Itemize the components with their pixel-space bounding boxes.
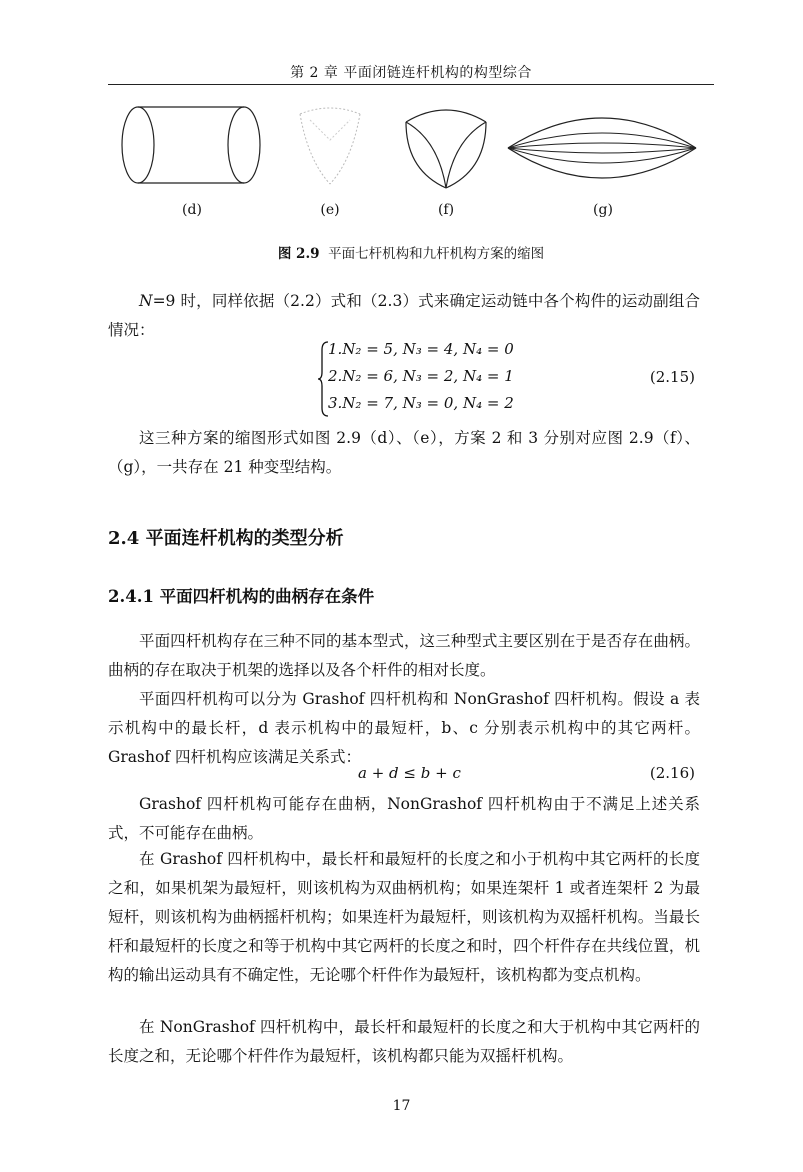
caption-text: 平面七杆机构和九杆机构方案的缩图: [328, 246, 545, 262]
var-n: N: [139, 292, 153, 310]
equation-line-1: 1.N₂ = 5, N₃ = 4, N₄ = 0: [328, 340, 514, 358]
paragraph-n9-text: =9 时，同样依据（2.2）式和（2.3）式来确定运动链中各个构件的运动副组合情况：: [108, 292, 700, 339]
subfigure-label-e: (e): [320, 202, 340, 218]
diagram-e: [290, 100, 370, 195]
page-number: 17: [392, 1098, 411, 1114]
equation-line-3: 3.N₂ = 7, N₃ = 0, N₄ = 2: [328, 394, 514, 412]
section-heading: 2.4 平面连杆机构的类型分析: [108, 528, 344, 549]
equation-line-2: 2.N₂ = 6, N₃ = 2, N₄ = 1: [328, 367, 514, 385]
figure-caption: [108, 242, 714, 262]
running-header: 第 2 章 平面闭链连杆机构的构型综合: [290, 65, 532, 81]
subfigure-label-f: (f): [437, 202, 455, 218]
caption-label: 图 2.9: [277, 246, 320, 262]
paragraph-basic-types: 平面四杆机构存在三种不同的基本型式，这三种型式主要区别在于是否存在曲柄。曲柄的存在取决于机架的选择以及各个杆件的相对长度。: [108, 632, 700, 679]
subsection-heading: 2.4.1 平面四杆机构的曲柄存在条件: [108, 587, 375, 606]
equation-2-16: a + d ≤ b + c: [358, 764, 461, 782]
subfigure-label-g: (g): [593, 202, 613, 218]
equation-number-2-15: (2.15): [649, 368, 695, 386]
diagram-g: [504, 100, 700, 195]
paragraph-nongrashof: 在 NonGrashof 四杆机构中，最长杆和最短杆的长度之和大于机构中其它两杆的长度之和，无论哪个杆件作为最短杆，该机构都只能为双摇杆机构。: [108, 1018, 700, 1065]
subfigure-label-d: (d): [182, 202, 202, 218]
header-rule: [108, 84, 714, 85]
diagram-d: [116, 100, 266, 195]
paragraph-grashof-cases: 在 Grashof 四杆机构中，最长杆和最短杆的长度之和小于机构中其它两杆的长度之和，如果机架为最短杆，则该机构为双曲柄机构；如果连架杆 1 或者连架杆 2 为最短杆，则该机构为曲柄摇杆机构；如果连杆为最短杆，则该机构为双摇杆机构。当最长杆和最短杆的长度之和等于机构中其它两杆的长度之和时，四个杆件存在共线位置，机构的输出运动具有不确定性，无论哪个杆件作为最短杆，该机构都为变点机构。: [108, 850, 700, 984]
equation-number-2-16: (2.16): [649, 764, 695, 782]
equation-2-15: [318, 340, 518, 418]
paragraph-grashof-def: 平面四杆机构可以分为 Grashof 四杆机构和 NonGrashof 四杆机构。假设 a 表示机构中的最长杆，d 表示机构中的最短杆，b、c 分别表示机构中的其它两杆。Grashof 四杆机构应该满足关系式：: [108, 690, 700, 766]
paragraph-crank-existence: Grashof 四杆机构可能存在曲柄，NonGrashof 四杆机构由于不满足上述关系式，不可能存在曲柄。: [108, 795, 700, 842]
paragraph-n9: [108, 287, 700, 345]
figure-2-9: [108, 100, 714, 230]
paragraph-schemes: 这三种方案的缩图形式如图 2.9（d）、（e），方案 2 和 3 分别对应图 2.9（f）、（g），一共存在 21 种变型结构。: [108, 429, 700, 476]
diagram-f: [396, 100, 496, 195]
